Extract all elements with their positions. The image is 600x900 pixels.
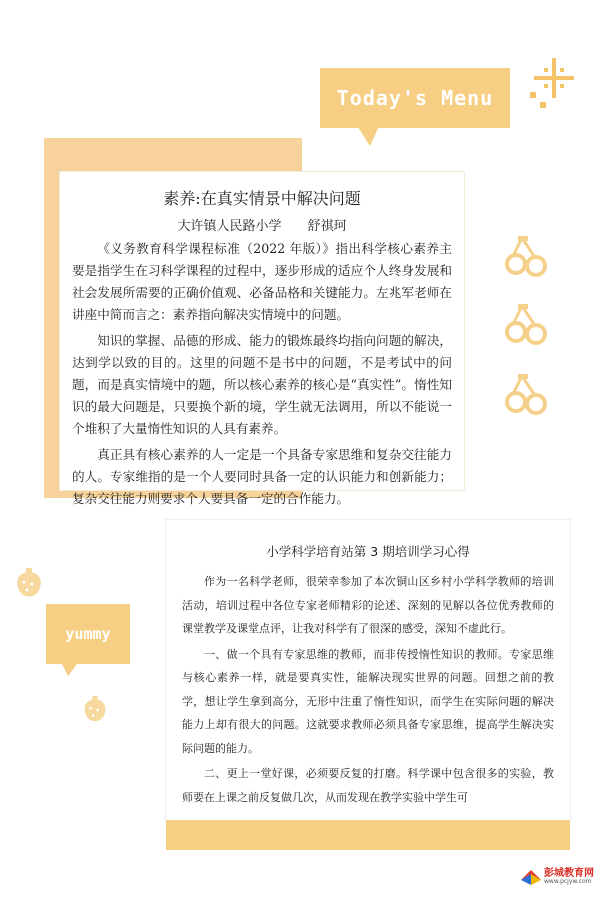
logo-text: 彭城教育网 [544, 868, 594, 879]
article1-paragraph: 《义务教育科学课程标准（2022 年版）》指出科学核心素养主要是指学生在习科学课程的过程中，逐步形成的适应个人终身发展和社会发展所需要的正确价值观、必备品格和关键能力。左兆军老师在讲座中简而言之：素养指向解决实情境中的问题。 [72, 241, 452, 322]
article1-title: 素养:在真实情景中解决问题 [163, 189, 361, 208]
article-card-1 [60, 172, 464, 506]
cherry-icon [504, 372, 550, 418]
sparkle-dot-icon [530, 92, 536, 98]
logo-url: www.pcjyw.com [544, 878, 592, 885]
yummy-bubble-tail [60, 660, 80, 676]
article2-title: 小学科学培育站第 3 期培训学习心得 [266, 544, 470, 559]
banner-tail [356, 124, 380, 146]
card2-footer-band [166, 820, 570, 850]
article1-paragraph: 知识的掌握、品德的形成、能力的锻炼最终均指向问题的解决，达到学以致的目的。这里的问题不是书中的问题，不是考试中的问题，而是真实情境中的题，所以核心素养的核心是“真实性”。惰性知识的最大问题是，只要换个新的境，学生就无法调用，所以不能说一个堆积了大量惰性知识的人具有素养。 [72, 333, 452, 436]
article1-paragraph: 真正具有核心素养的人一定是一个具备专家思维和复杂交往能力的人。专家维指的是一个人要同时具备一定的认识能力和创新能力；复杂交往能力则要求个人要具备一定的合作能力。 [72, 447, 452, 506]
article-card-2 [166, 520, 570, 820]
sparkle-dot-icon [540, 102, 546, 108]
banner-text: Today's Menu [336, 86, 494, 110]
site-logo [520, 862, 594, 890]
article2-paragraph: 作为一名科学老师，很荣幸参加了本次铜山区乡村小学科学教师的培训活动，培训过程中各位专家老师精彩的论述、深刻的见解以各位优秀教师的课堂教学及课堂点评，让我对科学有了很深的感受，深知不虚此行。 [182, 575, 554, 635]
strawberry-icon [12, 568, 46, 602]
cherry-icon [504, 234, 550, 280]
strawberry-icon [80, 696, 110, 726]
sparkle-icon [534, 58, 574, 98]
article2-paragraph: 一、做一个具有专家思维的教师，而非传授惰性知识的教师。专家思维与核心素养一样，就是要真实性，能解决现实世界的问题。回想之前的教学，想让学生拿到高分，无形中注重了惰性知识，而学生在实际问题的解决能力上却有很大的问题。这就要求教师必须具备专家思维，提高学生解决实际问题的能力。 [182, 647, 554, 755]
cherry-icon [504, 302, 550, 348]
article2-paragraph: 二、更上一堂好课，必须要反复的打磨。科学课中包含很多的实验，教师要在上课之前反复做几次，从而发现在教学实验中学生可 [182, 767, 554, 804]
yummy-text: yummy [65, 625, 111, 643]
book-logo-icon [520, 864, 542, 886]
article1-author: 大许镇人民路小学 舒祺珂 [177, 219, 347, 234]
yummy-bubble [46, 608, 130, 660]
todays-menu-banner [320, 72, 510, 124]
